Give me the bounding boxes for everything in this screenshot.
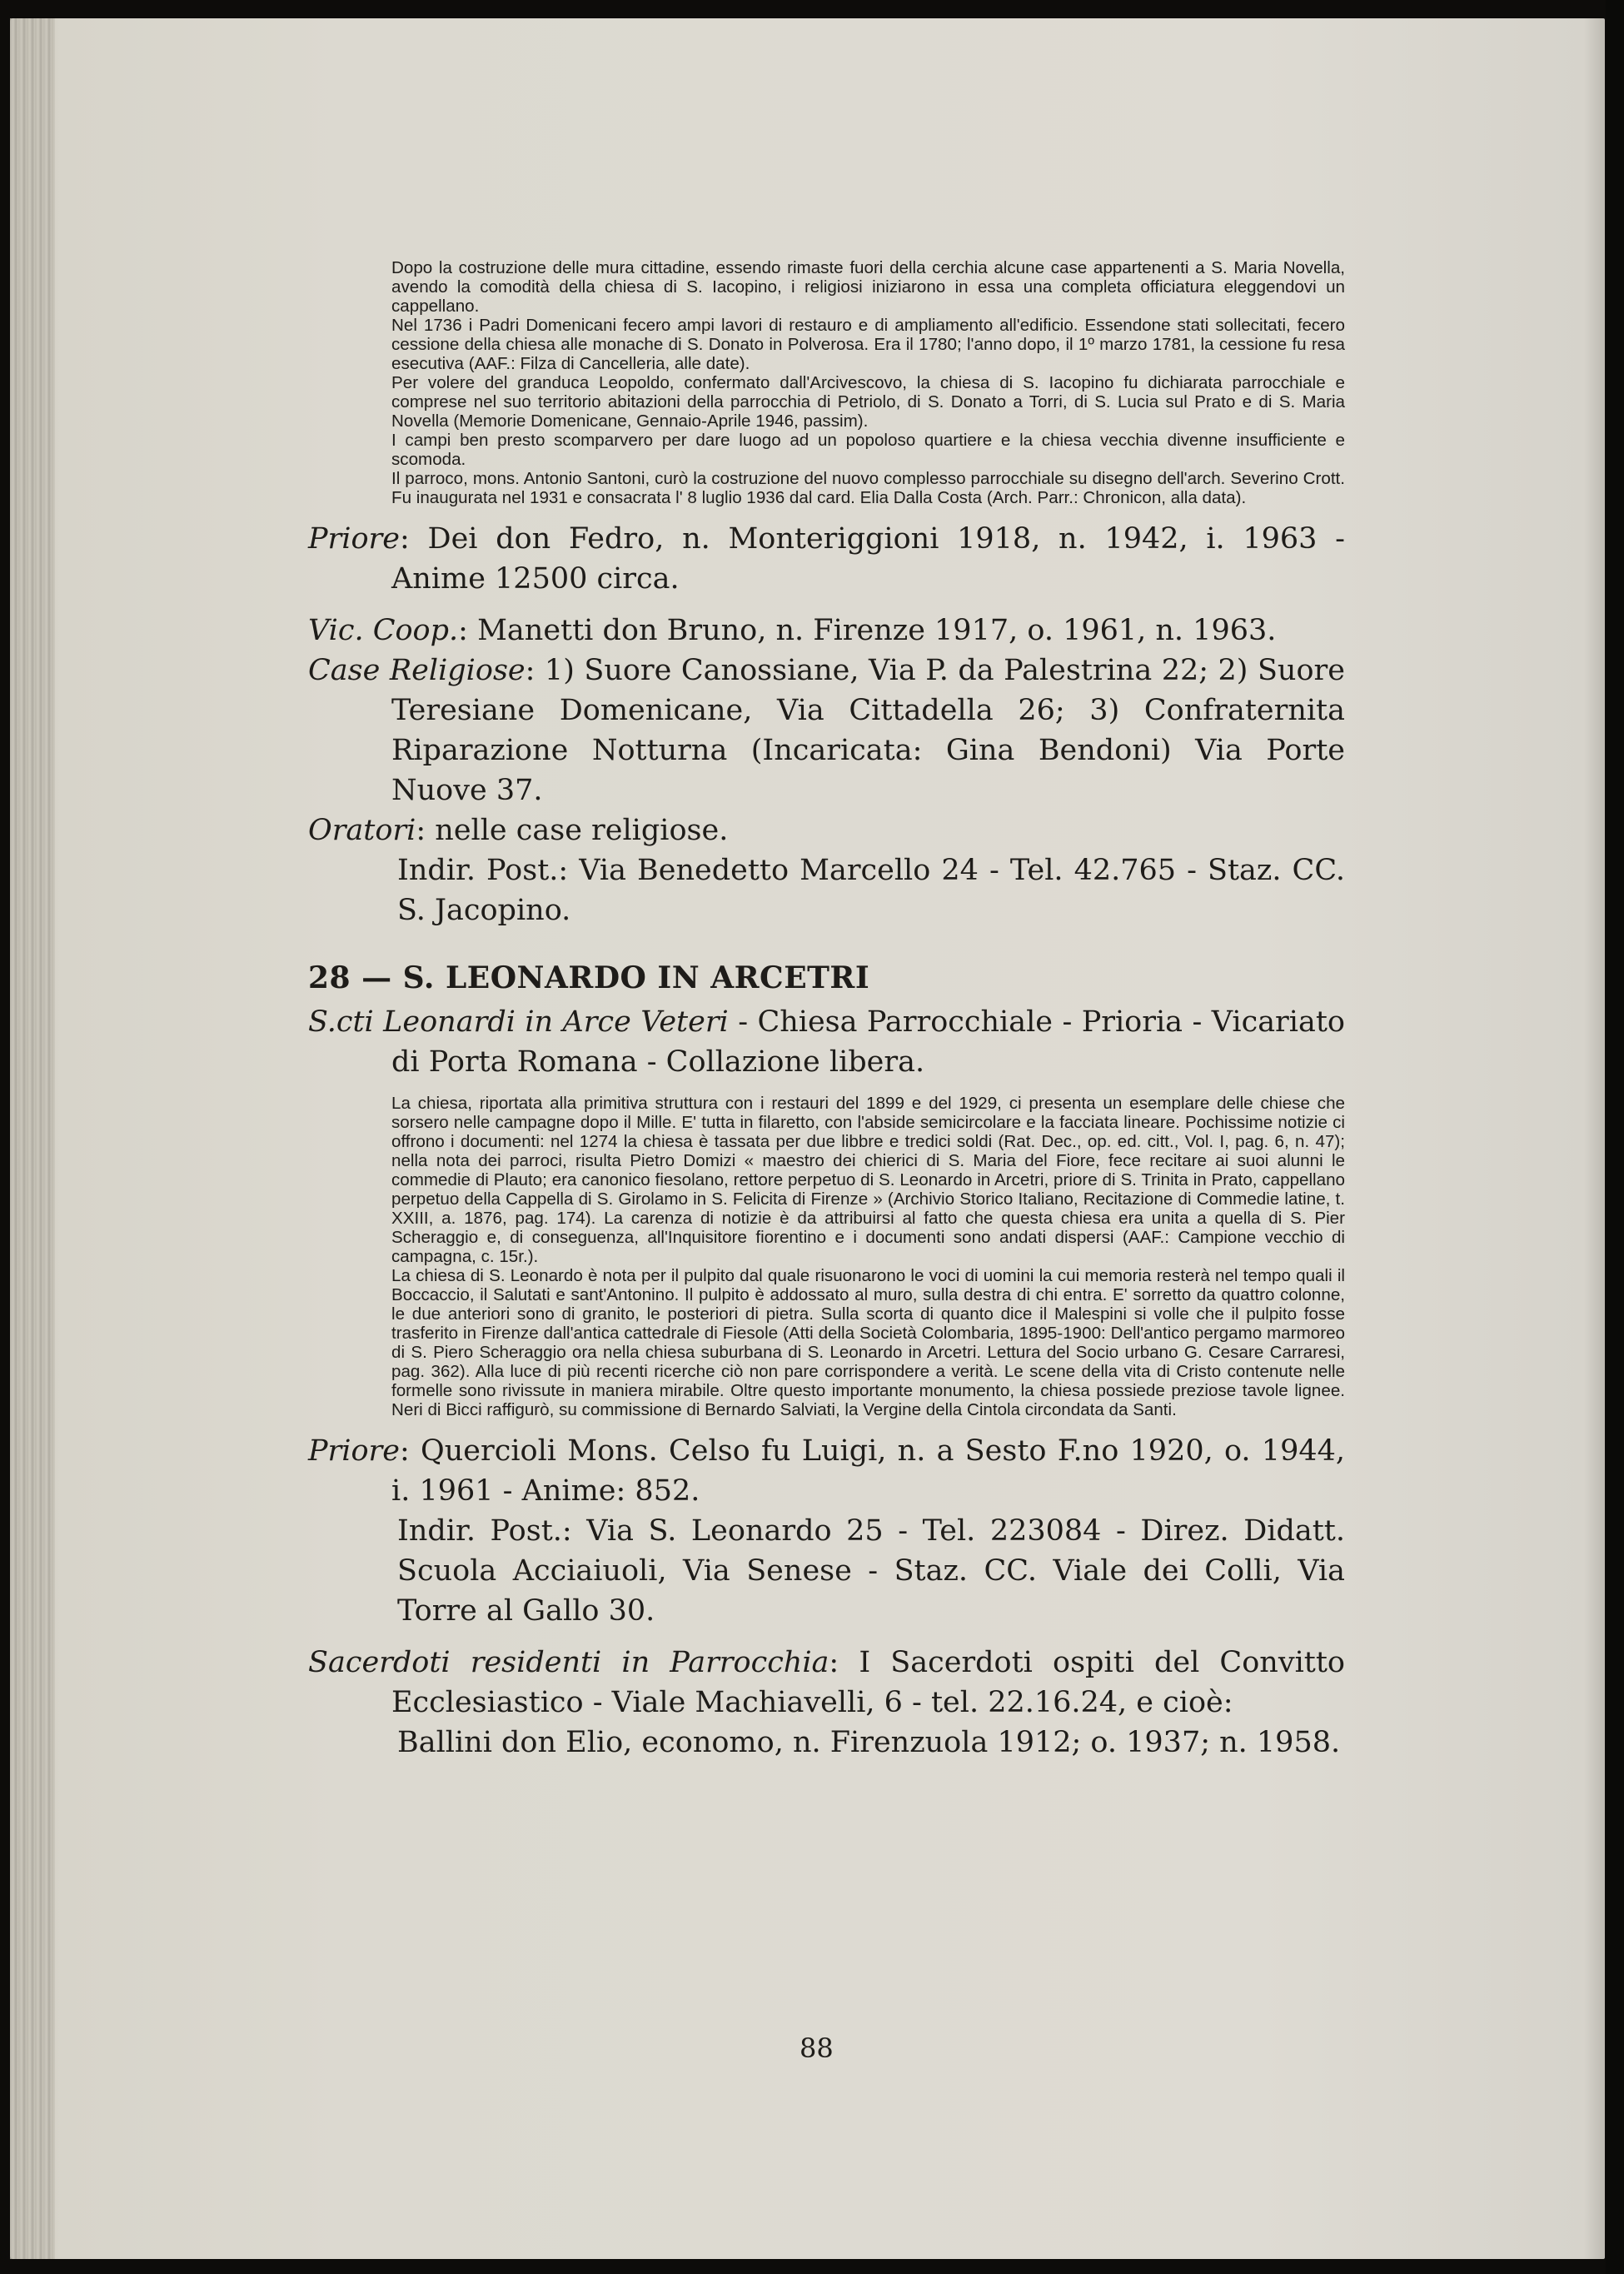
history-note-leonardo — [391, 1094, 1345, 1419]
postal-address: Indir. Post.: Via Benedetto Marcello 24 - Tel. 42.765 - Staz. CC. S. Jacopino. — [397, 854, 1345, 927]
case-religiose-label: Case Religiose — [308, 654, 526, 687]
case-religiose-entry: Case Religiose: 1) Suore Canossiane, Via P. da Palestrina 22; 2) Suore Teresiane Domenicane, Via Cittadella 26; 3) Confraternita Riparazione Notturna (Incaricata: Gina Bendoni) Via Porte Nuove 37. — [308, 654, 1345, 807]
dark-background-edge — [1606, 0, 1624, 2274]
oratori-entry: Oratori: nelle case religiose. — [308, 814, 729, 847]
priore-text-2: Quercioli Mons. Celso fu Luigi, n. a Sesto F.no 1920, o. 1944, i. 1961 - Anime: 852. — [391, 1434, 1346, 1508]
vic-coop-text: Manetti don Bruno, n. Firenze 1917, o. 1961, n. 1963. — [477, 614, 1277, 647]
sacerdoti-label: Sacerdoti residenti in Parrocchia — [308, 1646, 829, 1679]
oratori-label: Oratori — [308, 814, 416, 847]
oratori-text: nelle case religiose. — [435, 814, 729, 847]
page-number: 88 — [800, 2032, 834, 2064]
note-paragraph: Nel 1736 i Padri Domenicani fecero ampi lavori di restauro e di ampliamento all'edificio. Essendone stati sollecitati, fecero cessione della chiesa alle monache di S. Donato in Polverosa. Era il 1780; l'anno dopo, il 1º marzo 1781, la cessione fu resa esecutiva (AAF.: Filza di Cancelleria, alle date). — [391, 316, 1345, 373]
postal-address-2: Indir. Post.: Via S. Leonardo 25 - Tel. 223084 - Direz. Didatt. Scuola Acciaiuoli, Via Senese - Staz. CC. Viale dei Colli, Via Torre al Gallo 30. — [397, 1514, 1345, 1628]
page-content — [308, 258, 1345, 1763]
case-religiose-text: 1) Suore Canossiane, Via P. da Palestrina 22; 2) Suore Teresiane Domenicane, Via Cittadella 26; 3) Confraternita Riparazione Notturna (Incaricata: Gina Bendoni) Via Porte Nuove 37. — [391, 654, 1345, 807]
priest-entry: Ballini don Elio, economo, n. Firenzuola 1912; o. 1937; n. 1958. — [397, 1726, 1341, 1759]
latin-name: S.cti Leonardi in Arce Veteri — [308, 1005, 729, 1039]
note-paragraph: I campi ben presto scomparvero per dare luogo ad un popoloso quartiere e la chiesa vecchia divenne insufficiente e scomoda. — [391, 431, 1345, 469]
vic-coop-label: Vic. Coop. — [308, 614, 459, 647]
priore-label: Priore — [308, 522, 400, 556]
parish-type: - Chiesa Parrocchiale - Prioria - Vicariato di Porta Romana - Collazione libera. — [391, 1005, 1345, 1079]
vic-coop-entry: Vic. Coop.: Manetti don Bruno, n. Firenze 1917, o. 1961, n. 1963. — [308, 614, 1277, 647]
priore-text: Dei don Fedro, n. Monteriggioni 1918, n. 1942, i. 1963 - Anime 12500 circa. — [391, 522, 1345, 596]
parish-heading: 28 — S. LEONARDO IN ARCETRI — [308, 960, 870, 995]
note-paragraph: Il parroco, mons. Antonio Santoni, curò la costruzione del nuovo complesso parrocchiale su disegno dell'arch. Severino Crott. Fu inaugurata nel 1931 e consacrata l' 8 luglio 1936 dal card. Elia Dalla Costa (Arch. Parr.: Chronicon, alla data). — [391, 469, 1345, 507]
note-paragraph: La chiesa, riportata alla primitiva struttura con i restauri del 1899 e del 1929, ci presenta un esemplare delle chiese che sorsero nelle campagne dopo il Mille. E' tutta in filaretto, con l'abside semicircolare e la facciata lineare. Pochissime notizie ci offrono i documenti: nel 1274 la chiesa è tassata per due libbre e tredici soldi (Rat. Dec., op. ed. citt., Vol. I, pag. 6, n. 47); nella nota dei parroci, risulta Pietro Domizi « maestro dei chierici di S. Maria del Fiore, fece recitare ai suoi alunni le commedie di Plauto; era canonico fiesolano, rettore perpetuo di S. Leonardo in Arcetri, priore di S. Trinita in Prato, cappellano perpetuo della Cappella di S. Girolamo in S. Felicita di Firenze » (Archivio Storico Italiano, Recitazione di Commedie latine, t. XXIII, a. 1876, pag. 174). La carenza di notizie è da attribuirsi al fatto che questa chiesa era unita a quella di S. Pier Scheraggio e, di conseguenza, all'Inquisitore fiorentino e i documenti sono andati dispersi (AAF.: Campione vecchio di campagna, c. 15r.). — [391, 1094, 1345, 1266]
priore-entry-2: Priore: Quercioli Mons. Celso fu Luigi, n. a Sesto F.no 1920, o. 1944, i. 1961 - Anime: 852. — [308, 1434, 1346, 1508]
sacerdoti-text: I Sacerdoti ospiti del Convitto Ecclesiastico - Viale Machiavelli, 6 - tel. 22.16.24, e cioè: — [391, 1646, 1345, 1719]
note-paragraph: Per volere del granduca Leopoldo, confermato dall'Arcivescovo, la chiesa di S. Iacopino fu dichiarata parrocchiale e comprese nel suo territorio abitazioni della parrocchia di Petriolo, di S. Donato a Torri, di S. Lucia sul Prato e di S. Maria Novella (Memorie Domenicane, Gennaio-Aprile 1946, passim). — [391, 373, 1345, 431]
sacerdoti-entry: Sacerdoti residenti in Parrocchia: I Sacerdoti ospiti del Convitto Ecclesiastico - Viale Machiavelli, 6 - tel. 22.16.24, e cioè: — [308, 1646, 1345, 1719]
priore-label-2: Priore — [308, 1434, 400, 1468]
page-gutter — [10, 18, 55, 2259]
priore-entry: Priore: Dei don Fedro, n. Monteriggioni 1918, n. 1942, i. 1963 - Anime 12500 circa. — [308, 522, 1345, 596]
history-note-iacopino — [391, 258, 1345, 507]
note-paragraph: Dopo la costruzione delle mura cittadine, essendo rimaste fuori della cerchia alcune case appartenenti a S. Maria Novella, avendo la comodità della chiesa di S. Iacopino, i religiosi iniziarono in essa una completa officiatura eleggendovi un cappellano. — [391, 258, 1345, 316]
parish-description — [308, 1002, 1345, 1082]
note-paragraph: La chiesa di S. Leonardo è nota per il pulpito dal quale risuonarono le voci di uomini la cui memoria resterà nel tempo quali il Boccaccio, il Salutati e sant'Antonino. Il pulpito è addossato al muro, sulla destra di chi entra. E' sorretto da quattro colonne, le due anteriori sono di granito, le posteriori di pietra. Sulla scorta di quanto dice il Malespini si volle che il pulpito fosse trasferito in Firenze dall'antica cattedrale di Fiesole (Atti della Società Colombaria, 1895-1900: Dell'antico pergamo marmoreo di S. Piero Scheraggio ora nella chiesa suburbana di S. Leonardo in Arcetri. Lettura del Socio urbano G. Cesare Carraresi, pag. 362). Alla luce di più recenti ricerche ciò non pare corrispondere a verità. Le scene della vita di Cristo contenute nelle formelle sono rivissute in maniera mirabile. Oltre questo importante monumento, la chiesa possiede preziose tavole lignee. Neri di Bicci raffigurò, su commissione di Bernardo Salviati, la Vergine della Cintola circondata da Santi. — [391, 1266, 1345, 1419]
